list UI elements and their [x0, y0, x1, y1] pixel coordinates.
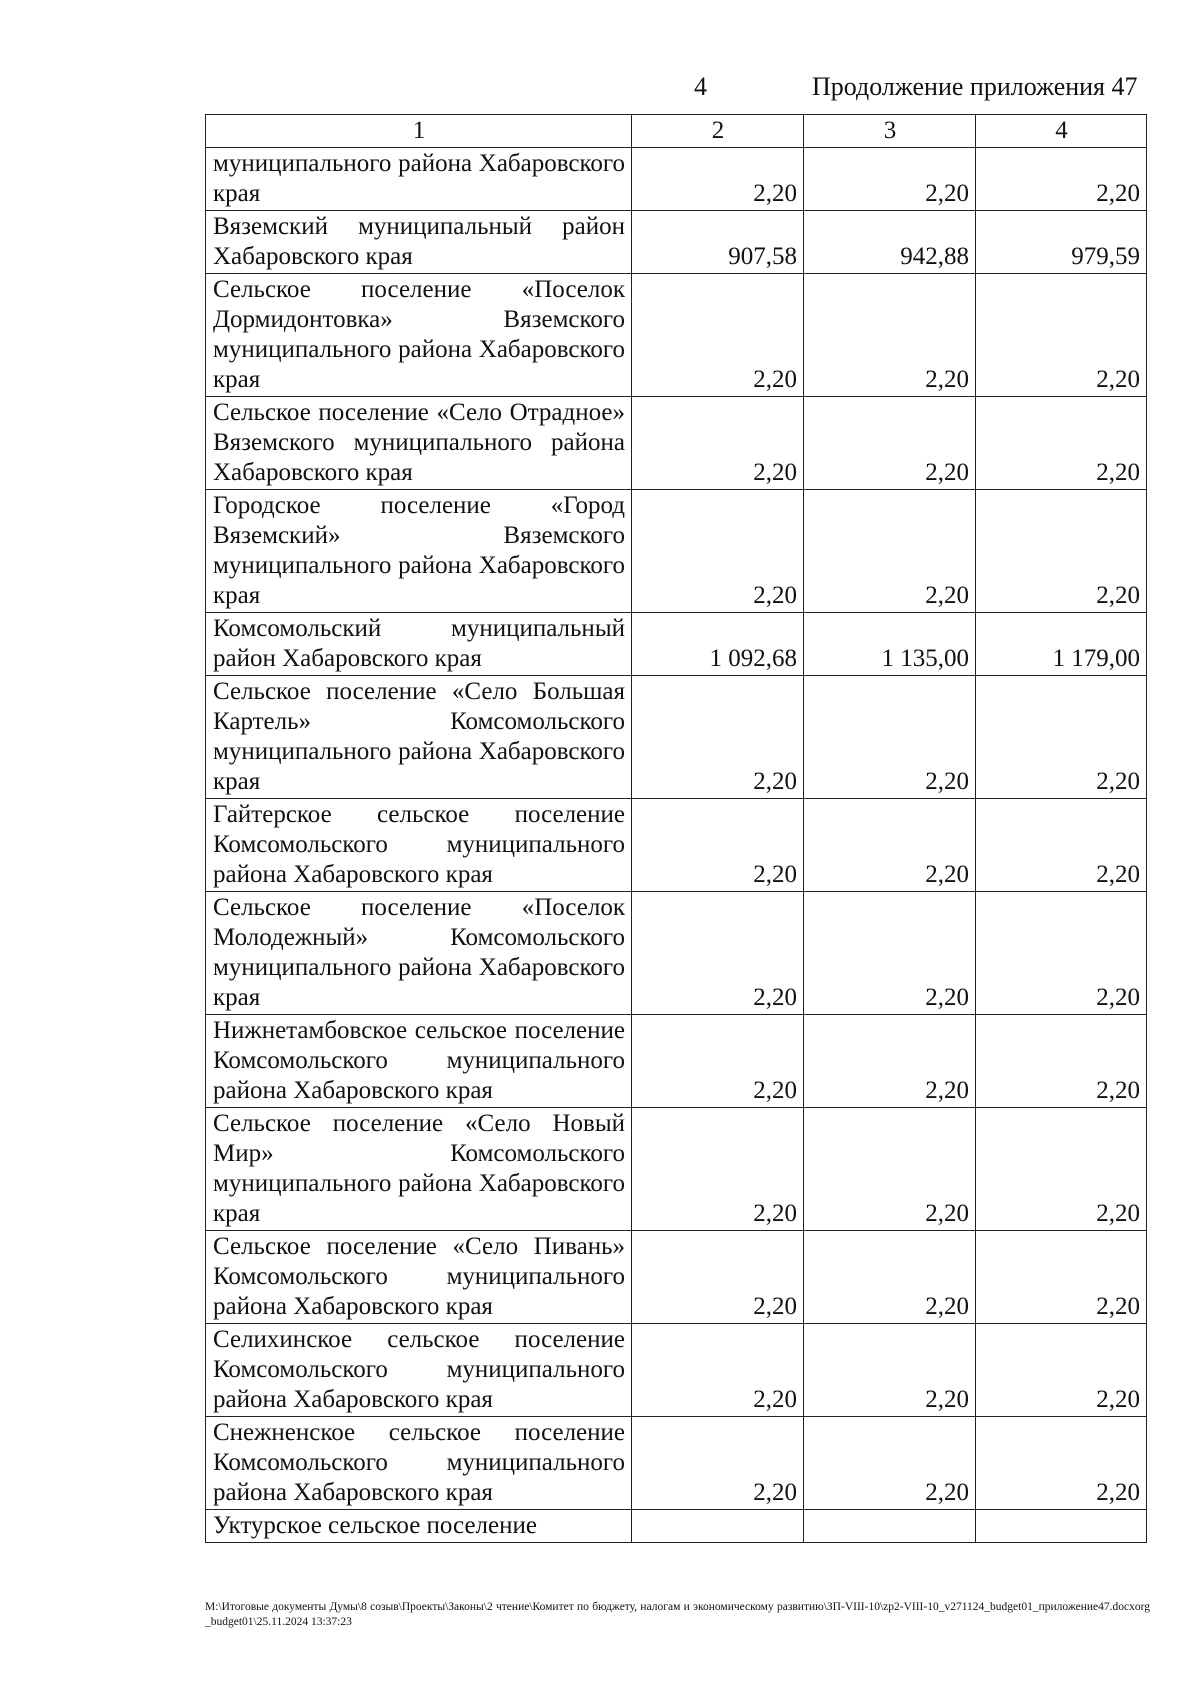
value-col-4: 2,20	[976, 490, 1147, 613]
value-col-4: 2,20	[976, 799, 1147, 892]
value-col-4: 979,59	[976, 211, 1147, 274]
value-col-2: 2,20	[632, 1108, 804, 1231]
table-header-row	[206, 115, 1147, 148]
table-row	[206, 1324, 1147, 1417]
municipality-name: Городское поселение «Город Вяземский» Вяземского муниципального района Хабаровского края	[206, 490, 632, 613]
table-row	[206, 1231, 1147, 1324]
column-header-4: 4	[976, 115, 1147, 148]
table-row	[206, 274, 1147, 397]
value-col-3: 2,20	[804, 799, 976, 892]
budget-table	[205, 114, 1147, 1543]
table-row	[206, 397, 1147, 490]
value-col-2: 2,20	[632, 490, 804, 613]
value-col-3: 2,20	[804, 1417, 976, 1510]
value-col-3: 2,20	[804, 1015, 976, 1108]
municipality-name: Сельское поселение «Поселок Молодежный» Комсомольского муниципального района Хабаровского края	[206, 892, 632, 1015]
value-col-3	[804, 1510, 976, 1543]
municipality-name: Сельское поселение «Село Отрадное» Вяземского муниципального района Хабаровского края	[206, 397, 632, 490]
value-col-2: 2,20	[632, 1417, 804, 1510]
value-col-3: 2,20	[804, 1324, 976, 1417]
value-col-4: 1 179,00	[976, 613, 1147, 676]
value-col-3: 2,20	[804, 148, 976, 211]
municipality-name: Селихинское сельское поселение Комсомольского муниципального района Хабаровского края	[206, 1324, 632, 1417]
value-col-3: 2,20	[804, 490, 976, 613]
municipality-name: Сельское поселение «Поселок Дормидонтовка» Вяземского муниципального района Хабаровского края	[206, 274, 632, 397]
column-header-3: 3	[804, 115, 976, 148]
table-row	[206, 148, 1147, 211]
municipality-name: Сельское поселение «Село Пивань» Комсомольского муниципального района Хабаровского края	[206, 1231, 632, 1324]
value-col-2: 2,20	[632, 1231, 804, 1324]
municipality-name: Комсомольский муниципальный район Хабаровского края	[206, 613, 632, 676]
value-col-3: 2,20	[804, 1108, 976, 1231]
value-col-4: 2,20	[976, 892, 1147, 1015]
value-col-4: 2,20	[976, 1324, 1147, 1417]
value-col-3: 2,20	[804, 274, 976, 397]
municipality-name: Вяземский муниципальный район Хабаровского края	[206, 211, 632, 274]
municipality-name: Сельское поселение «Село Большая Картель» Комсомольского муниципального района Хабаровского края	[206, 676, 632, 799]
municipality-name: Сельское поселение «Село Новый Мир» Комсомольского муниципального района Хабаровского края	[206, 1108, 632, 1231]
value-col-3: 2,20	[804, 1231, 976, 1324]
value-col-2: 2,20	[632, 1015, 804, 1108]
file-path-footer: М:\Итоговые документы Думы\8 созыв\Проекты\Законы\2 чтение\Комитет по бюджету, налогам и экономическому развитию\ЗП-VIII-10\zp2-VIII-10_v271124_budget01_приложение47.docxorg_budget01\25.11.2024 13:37:23	[205, 1601, 1150, 1628]
value-col-2	[632, 1510, 804, 1543]
value-col-3: 2,20	[804, 676, 976, 799]
value-col-3: 2,20	[804, 397, 976, 490]
value-col-4	[976, 1510, 1147, 1543]
table-row	[206, 799, 1147, 892]
value-col-2: 2,20	[632, 397, 804, 490]
value-col-4: 2,20	[976, 148, 1147, 211]
value-col-3: 1 135,00	[804, 613, 976, 676]
municipality-name: муниципального района Хабаровского края	[206, 148, 632, 211]
value-col-2: 2,20	[632, 1324, 804, 1417]
table-row	[206, 211, 1147, 274]
column-header-2: 2	[632, 115, 804, 148]
municipality-name: Уктурское сельское поселение	[206, 1510, 632, 1543]
table-row	[206, 1108, 1147, 1231]
value-col-4: 2,20	[976, 1108, 1147, 1231]
municipality-name: Нижнетамбовское сельское поселение Комсомольского муниципального района Хабаровского края	[206, 1015, 632, 1108]
value-col-2: 2,20	[632, 799, 804, 892]
value-col-3: 942,88	[804, 211, 976, 274]
page-number: 4	[694, 72, 707, 101]
value-col-2: 2,20	[632, 892, 804, 1015]
value-col-2: 907,58	[632, 211, 804, 274]
municipality-name: Гайтерское сельское поселение Комсомольского муниципального района Хабаровского края	[206, 799, 632, 892]
value-col-4: 2,20	[976, 676, 1147, 799]
value-col-2: 2,20	[632, 676, 804, 799]
value-col-4: 2,20	[976, 397, 1147, 490]
table-row	[206, 676, 1147, 799]
value-col-2: 1 092,68	[632, 613, 804, 676]
municipality-name: Снежненское сельское поселение Комсомольского муниципального района Хабаровского края	[206, 1417, 632, 1510]
table-row	[206, 1510, 1147, 1543]
value-col-4: 2,20	[976, 274, 1147, 397]
value-col-4: 2,20	[976, 1231, 1147, 1324]
value-col-4: 2,20	[976, 1015, 1147, 1108]
column-header-1: 1	[206, 115, 632, 148]
table-row	[206, 1417, 1147, 1510]
value-col-4: 2,20	[976, 1417, 1147, 1510]
table-row	[206, 490, 1147, 613]
table-row	[206, 892, 1147, 1015]
value-col-2: 2,20	[632, 148, 804, 211]
table-row	[206, 1015, 1147, 1108]
value-col-3: 2,20	[804, 892, 976, 1015]
continuation-heading: Продолжение приложения 47	[812, 72, 1138, 101]
value-col-2: 2,20	[632, 274, 804, 397]
table-row	[206, 613, 1147, 676]
